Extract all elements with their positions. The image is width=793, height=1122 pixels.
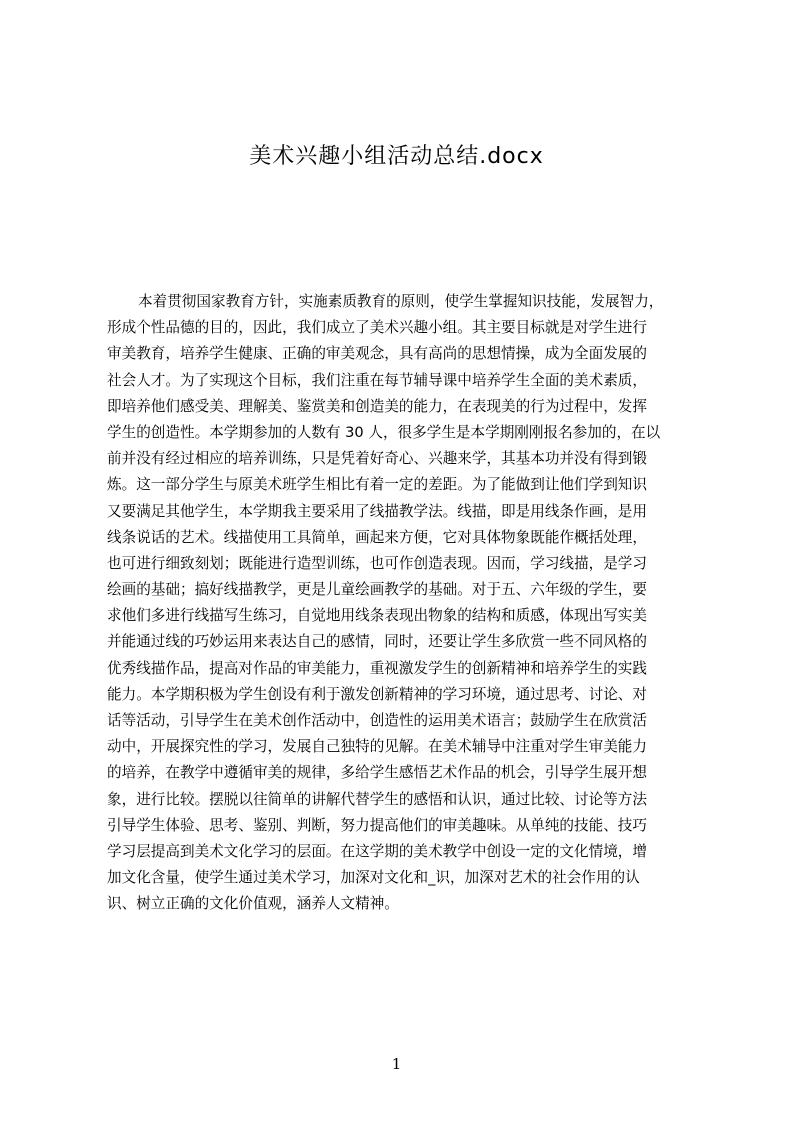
text-line: 加文化含量，使学生通过美术学习，加深对文化和_识，加深对艺术的社会作用的认 xyxy=(107,869,640,887)
text-line: 优秀线描作品，提高对作品的审美能力，重视激发学生的创新精神和培养学生的实践 xyxy=(107,659,647,677)
text-line: 能力。本学期积极为学生创设有利于激发创新精神的学习环境，通过思考、讨论、对 xyxy=(107,685,647,703)
text-line: 社会人才。为了实现这个目标，我们注重在每节辅导课中培养学生全面的美术素质， xyxy=(107,371,647,389)
text-line: 的培养，在教学中遵循审美的规律，多给学生感悟艺术作品的机会，引导学生展开想 xyxy=(107,764,647,782)
text-line: 形成个性品德的目的，因此，我们成立了美术兴趣小组。其主要目标就是对学生进行 xyxy=(107,319,647,337)
text-line: 即培养他们感受美、理解美、鉴赏美和创造美的能力，在表现美的行为过程中，发挥 xyxy=(107,397,647,415)
text-line: 学习层提高到美术文化学习的层面。在这学期的美术教学中创设一定的文化情境，增 xyxy=(107,842,647,860)
text-line: 也可进行细致刻划；既能进行造型训练，也可作创造表现。因而，学习线描，是学习 xyxy=(107,554,647,572)
text-line: 又要满足其他学生，本学期我主要采用了线描教学法。线描，即是用线条作画，是用 xyxy=(107,502,647,520)
page-number: 1 xyxy=(391,1055,402,1073)
document-title: 美术兴趣小组活动总结.docx xyxy=(249,144,544,169)
text-line: 并能通过线的巧妙运用来表达自己的感情，同时，还要让学生多欣赏一些不同风格的 xyxy=(107,633,647,651)
text-line: 动中，开展探究性的学习，发展自己独特的见解。在美术辅导中注重对学生审美能力 xyxy=(107,738,647,756)
text-line: 话等活动，引导学生在美术创作活动中，创造性的运用美术语言；鼓励学生在欣赏活 xyxy=(107,712,647,729)
text-line: 线条说话的艺术。线描使用工具简单，画起来方便，它对具体物象既能作概括处理， xyxy=(107,528,647,546)
text-line: 识、树立正确的文化价值观，涵养人文精神。 xyxy=(107,895,399,913)
text-line: 引导学生体验、思考、鉴别、判断，努力提高他们的审美趣味。从单纯的技能、技巧 xyxy=(107,816,647,834)
text-line: 象，进行比较。摆脱以往简单的讲解代替学生的感悟和认识，通过比较、讨论等方法 xyxy=(107,790,647,808)
text-line: 审美教育，培养学生健康、正确的审美观念，具有高尚的思想情操，成为全面发展的 xyxy=(107,345,647,363)
text-line: 前并没有经过相应的培养训练，只是凭着好奇心、兴趣来学，其基本功并没有得到锻 xyxy=(107,450,647,468)
text-line: 绘画的基础；搞好线描教学，更是儿童绘画教学的基础。对于五、六年级的学生，要 xyxy=(107,581,647,599)
text-line: 求他们多进行线描写生练习，自觉地用线条表现出物象的结构和质感，体现出写实美 xyxy=(107,607,647,625)
text-line: 学生的创造性。本学期参加的人数有 30 人，很多学生是本学期刚刚报名参加的，在以 xyxy=(107,423,661,441)
text-line: 炼。这一部分学生与原美术班学生相比有着一定的差距。为了能做到让他们学到知识 xyxy=(107,476,647,494)
text-line: 本着贯彻国家教育方针，实施素质教育的原则，使学生掌握知识技能，发展智力， xyxy=(138,293,664,310)
body-paragraph xyxy=(107,289,697,918)
